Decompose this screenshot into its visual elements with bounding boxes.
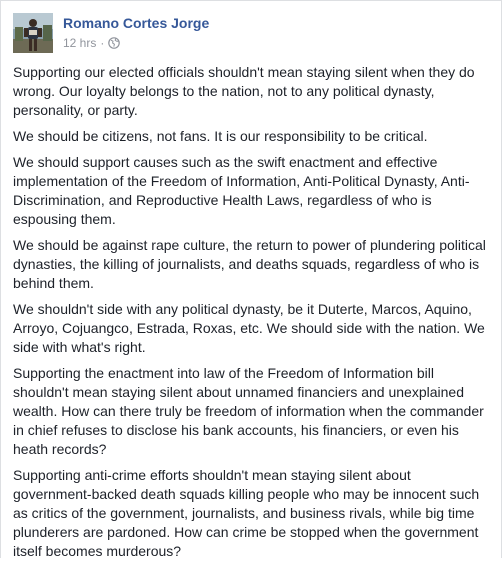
globe-icon[interactable] — [108, 37, 120, 49]
post-paragraph-1: Supporting our elected officials shouldn't mean staying silent when they do wrong. Our loyalty belongs to the nation, not to any political dynasty, personality, or party. — [13, 64, 475, 118]
profile-photo — [13, 13, 53, 53]
avatar[interactable] — [13, 13, 53, 53]
post-paragraph-6: Supporting the enactment into law of the Freedom of Information bill shouldn't mean staying silent about unnamed financiers and unexplained wealth. How can there truly be freedom of information when the commander in chief refuses to disclose his bank accounts, his financiers, or even his heath records? — [13, 365, 484, 457]
post-paragraph-3: We should support causes such as the swift enactment and effective implementation of the Freedom of Information, Anti-Political Dynasty, Anti-Discrimination, and Reproductive Health Laws, regardless of who is espousing them. — [13, 154, 470, 227]
post-paragraph-5: We shouldn't side with any political dynasty, be it Duterte, Marcos, Aquino, Arroyo, Cojuangco, Estrada, Roxas, etc. We should side with the nation. We side with what's right. — [13, 301, 485, 355]
post-timestamp[interactable]: 12 hrs — [63, 36, 97, 50]
post-paragraph-4: We should be against rape culture, the return to power of plundering political dynasties, the killing of journalists, and deaths squads, regardless of who is behind them. — [13, 237, 486, 291]
post-paragraph-7: Supporting anti-crime efforts shouldn't mean staying silent about government-backed death squads killing people who may be innocent such as critics of the government, journalists, and business rivals, while big time plunderers are pardoned. How can crime be stopped when the government itself becomes murderous? — [13, 467, 480, 559]
post-subline — [63, 35, 209, 51]
post-meta — [63, 14, 209, 51]
post-header — [13, 13, 489, 53]
author-name[interactable]: Romano Cortes Jorge — [63, 15, 210, 31]
post-paragraph-2: We should be citizens, not fans. It is our responsibility to be critical. — [13, 128, 428, 144]
separator-dot: · — [100, 36, 105, 50]
post-body — [13, 63, 491, 568]
